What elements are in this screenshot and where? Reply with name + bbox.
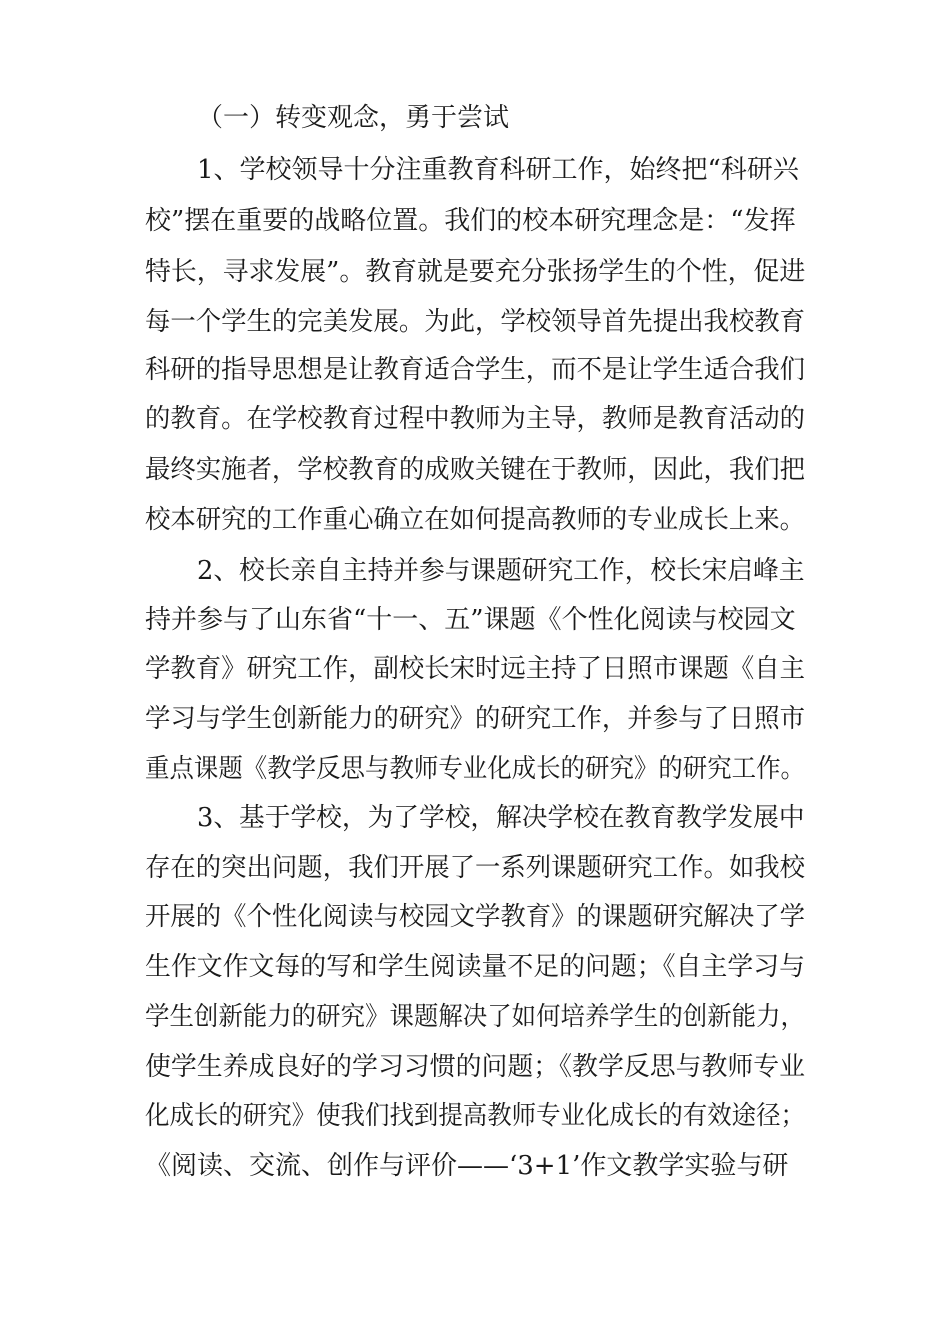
paragraph-1-line-7: 最终实施者，学校教育的成败关键在于教师，因此，我们把: [145, 455, 806, 485]
paragraph-1-line-6: 的教育。在学校教育过程中教师为主导，教师是教育活动的: [145, 404, 806, 434]
paragraph-2-line-4: 学习与学生创新能力的研究》的研究工作，并参与了日照市: [145, 704, 806, 734]
section-heading: （一）转变观念，勇于尝试: [197, 103, 510, 133]
paragraph-1-line-5: 科研的指导思想是让教育适合学生，而不是让学生适合我们: [145, 355, 806, 385]
paragraph-1-line-2: 校”摆在重要的战略位置。我们的校本研究理念是：“发挥: [145, 206, 796, 236]
paragraph-3-line-8: 《阅读、交流、创作与评价——‘3+1’作文教学实验与研: [145, 1151, 789, 1181]
paragraph-1-line-8: 校本研究的工作重心确立在如何提高教师的专业成长上来。: [145, 505, 806, 535]
paragraph-3-line-7: 化成长的研究》使我们找到提高教师专业化成长的有效途径；: [145, 1101, 806, 1131]
paragraph-3-line-5: 学生创新能力的研究》课题解决了如何培养学生的创新能力，: [145, 1002, 806, 1032]
paragraph-3-line-2: 存在的突出问题，我们开展了一系列课题研究工作。如我校: [145, 853, 806, 883]
paragraph-2-line-1: 2、校长亲自主持并参与课题研究工作，校长宋启峰主: [197, 556, 805, 586]
paragraph-3-line-1: 3、基于学校，为了学校，解决学校在教育教学发展中: [197, 803, 805, 833]
paragraph-3-line-4: 生作文作文每的写和学生阅读量不足的问题；《自主学习与: [145, 952, 806, 982]
paragraph-1-line-3: 特长，寻求发展”。教育就是要充分张扬学生的个性，促进: [145, 257, 806, 287]
paragraph-2-line-5: 重点课题《教学反思与教师专业化成长的研究》的研究工作。: [145, 754, 806, 784]
paragraph-1-line-4: 每一个学生的完美发展。为此，学校领导首先提出我校教育: [145, 307, 806, 337]
paragraph-1-line-1: 1、学校领导十分注重教育科研工作，始终把“科研兴: [197, 155, 799, 185]
paragraph-2-line-3: 学教育》研究工作，副校长宋时远主持了日照市课题《自主: [145, 654, 806, 684]
paragraph-3-line-6: 使学生养成良好的学习习惯的问题；《教学反思与教师专业: [145, 1052, 806, 1082]
paragraph-3-line-3: 开展的《个性化阅读与校园文学教育》的课题研究解决了学: [145, 902, 806, 932]
paragraph-2-line-2: 持并参与了山东省“十一、五”课题《个性化阅读与校园文: [145, 605, 796, 635]
